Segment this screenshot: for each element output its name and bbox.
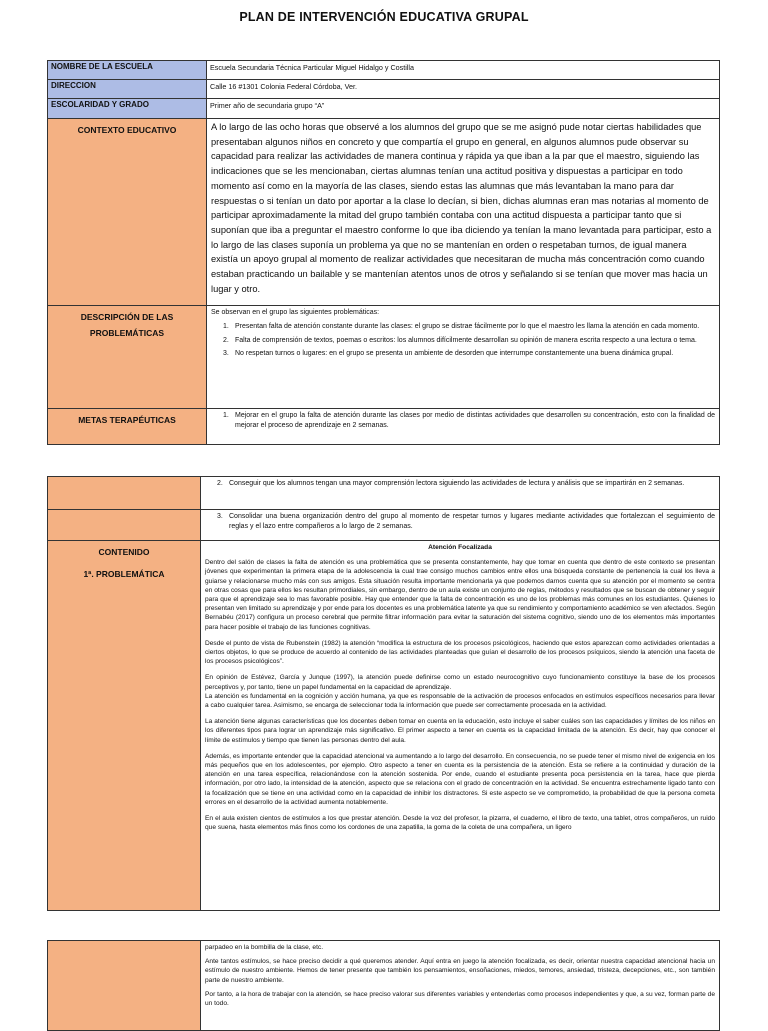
- content-continued-cell: [201, 941, 720, 1031]
- content-paragraph: Ante tantos estímulos, se hace preciso decidir a qué queremos atender. Aquí entra en juego la atención focalizada, es decir, orientar nuestra capacidad atencional hacia un estímulo de nuestro ambiente. Hemos de tener presente que también los pensamientos, ensoñaciones, miedos, temores, ansiedad, tristeza, decepciones, etc., son también parte de nuestro ambiente.: [205, 958, 715, 984]
- school-value: Escuela Secundaria Técnica Particular Miguel Hidalgo y Costilla: [207, 61, 720, 80]
- page-title: PLAN DE INTERVENCIÓN EDUCATIVA GRUPAL: [239, 10, 529, 24]
- problem-item-number: 3.: [223, 350, 229, 358]
- content-paragraph: En el aula existen cientos de estímulos a los que prestar atención. Desde la voz del profesor, la pizarra, el cuaderno, el libro de texto, una tablet, otros compañeros, un ruido que suena, hasta elementos más finos como los cordones de una zapatilla, la goma de la coleta de una compañera, un ligero: [205, 815, 715, 832]
- goal-item: [205, 479, 715, 489]
- address-value: Calle 16 #1301 Colonia Federal Córdoba, Ver.: [207, 80, 720, 99]
- goal-item-text: Conseguir que los alumnos tengan una mayor comprensión lectora siguiendo las actividades de lectura y análisis que se impartirán en 2 semanas.: [229, 480, 685, 487]
- goal-item-number: 2.: [217, 480, 223, 487]
- goal-item: [211, 411, 715, 432]
- goal-item-number: 3.: [217, 513, 223, 520]
- content-heading: Atención Focalizada: [428, 544, 492, 551]
- problem-item-text: No respetan turnos o lugares: en el grupo se presenta un ambiente de desorden que interrumpe constantemente una buena dinámica grupal.: [235, 350, 674, 358]
- goals-label: METAS TERAPÉUTICAS: [48, 409, 207, 445]
- goals-continued-cell: [201, 477, 720, 510]
- grade-label: ESCOLARIDAD Y GRADO: [48, 99, 207, 119]
- content-paragraph: Dentro del salón de clases la falta de atención es una problemática que se presenta constantemente, hay que tomar en cuenta que dentro de este contexto se presentan jóvenes que experimentan la primera etapa de la adolescencia la cual trae consigo muchos cambios entre ellos una búsqueda constante de pertenencia la cual los lleva a guiarse y relacionarse mucho más con sus amigos. Esta situación resulta importante mencionarla ya que podemos darnos cuenta que su atención por el momento se centra en otras cosas que para ellos les resultan primordiales, sin embargo, dentro de un aula existe un conjunto de reglas, métodos y resultados que se buscan de obtener y seguir para que el aprendizaje sea lo mas favorable posible. Hay que entender que la falta de concentración es uno de los problemas más comunes en los estudiantes. Quienes lo presentan ven limitado su aprendizaje y por ende para los docentes es una problemática latente ya que su rendimiento y comportamiento académico se ven afectados. Según Bernabéu (2017) configura un proceso cerebral que permite filtrar información para evitar la saturación del sistema cognitivo, siendo uno de los elementos más importantes para hacer posible el trabajo de las funciones cognitivas.: [205, 559, 715, 631]
- content-paragraph: Además, es importante entender que la capacidad atencional va aumentando a lo largo del desarrollo. En consecuencia, no se puede tener el mismo nivel de exigencia en los más pequeños que en los adolescentes, por ejemplo. Otro aspecto a tener en cuenta es la persistencia de la atención. Esta se refiere a la continuidad y duración de la atención en una tarea específica, relacionándose con la atención sostenida. Por ende, cuando el estudiante presenta poca persistencia en la tarea, hace que pierda información, por otro lado, la intensidad de la atención, aspecto que se relaciona con el grado de concentración en la actividad. Se encuentra estrechamente ligado tanto con la focalización que se tiene en una actividad como en la capacidad de inhibir los distractores. Si este aspecto se ve comprometido, la probabilidad de que la persona cometa errores en el desarrollo de la actividad aumenta notablemente.: [205, 752, 715, 806]
- goal-item-text: Consolidar una buena organización dentro del grupo al momento de respetar turnos y lugares mediante actividades que fortalezcan el seguimiento de reglas y el lazo entre compañeros a lo largo de 2 semanas.: [229, 513, 715, 531]
- content-sublabel: 1ª. PROBLEMÁTICA: [83, 569, 165, 579]
- problems-cell: [207, 306, 720, 409]
- content-paragraph: Desde el punto de vista de Rubenstein (1982) la atención “modifica la estructura de los procesos psicológicos, haciendo que estos aparezcan como actividades orientadas a ciertos objetos, lo que se produce de acuerdo al contenido de las actividades planteadas que guían el desarrollo de los procesos psíquicos, siendo la atención una faceta de los procesos psicológicos”.: [205, 639, 715, 666]
- content-paragraph: Por tanto, a la hora de trabajar con la atención, se hace preciso valorar sus diferentes variables y entenderlas como procesos independientes y que, a su vez, forman parte de un todo.: [205, 990, 715, 1008]
- problems-intro: Se observan en el grupo las siguientes problemáticas:: [211, 309, 380, 316]
- plan-table-page-1: [47, 60, 720, 445]
- goals-continued-label: [48, 510, 201, 541]
- context-label: CONTEXTO EDUCATIVO: [48, 119, 207, 306]
- goals-cell: [207, 409, 720, 445]
- content-paragraph: La atención tiene algunas características que los docentes deben tomar en cuenta en la educación, esto incluye el saber cuáles son las capacidades y límites de los niños en los diferentes tipos para lograr un aprendizaje más significativo. El primer aspecto a tener en cuenta es la capacidad limitada de la atención. Es decir, hay que conocer el límite de estímulos y tiempo que tienen las personas dentro del aula.: [205, 718, 715, 744]
- problem-item-text: Presentan falta de atención constante durante las clases: el grupo se distrae fácilmente por lo que el maestro les llama la atención en cada momento.: [235, 323, 700, 331]
- content-cell: [201, 541, 720, 911]
- problem-item-number: 1.: [223, 323, 229, 331]
- problem-item-text: Falta de comprensión de textos, poemas o escritos: los alumnos difícilmente desarrollan su opinión de manera escrita respecto a una lectura o tema.: [235, 336, 697, 344]
- context-text: A lo largo de las ocho horas que observé a los alumnos del grupo que se me asignó pude notar ciertas habilidades que presentaban algunos niños en concreto y que compartía el grupo en general, en algunos alumnos pude observar su capacidad para realizar las actividades de manera continua y rápida ya que iban a la par que el maestro, siguiendo las indicaciones que se les mencionaban, ciertas alumnas tenían una actitud positiva y dispuestas a participar en todo momento así como en la mayoría de las clases, siendo estas las alumnas que más levantaban la mano para dar respuestas o si tenían un dato por aportar a la clase lo decían, si bien, dichas alumnas eran mas notarias al momento de participar aproximadamente la mitad del grupo también contaba con una actitud dispuesta a participar tanto que si suponían que iba a preguntar el maestro conforme lo que iba diciendo ya tenían la mano levantada para participar, esto a lo largo de las clases suponía un problema ya que no se mantenían en orden o respetaban turnos, de igual manera existía un apoyo grupal al momento de realizar actividades que necesitaran de mucha más concentración como cuando estaban practicando un bailable y se mantenían atentos unos de otros y señalando si se tenían que mover mas hacia un lugar y otro.: [207, 119, 720, 306]
- content-label-cell: [48, 541, 201, 911]
- content-label: CONTENIDO: [98, 547, 150, 557]
- plan-table-page-2: [47, 476, 720, 911]
- problem-item: [211, 322, 715, 332]
- school-label: NOMBRE DE LA ESCUELA: [48, 61, 207, 80]
- content-paragraph: En opinión de Estévez, García y Junque (1997), la atención puede definirse como un estado neurocognitivo cuyo funcionamiento constituye la base de los procesos perceptivos y, por tanto, tiene un papel fundamental en la capacidad de aprendizaje. La atención es fundamental en la cognición y acción humana, ya que es responsable de la activación de procesos enfocados en estímulos específicos necesarios para llevar a cabo cualquier tarea. Asimismo, se encarga de seleccionar toda la información que puede ser correctamente procesada en la actividad.: [205, 674, 715, 710]
- goal-item-number: 1.: [223, 412, 229, 419]
- problem-item: [211, 336, 715, 346]
- problem-item: [211, 349, 715, 359]
- plan-table-page-3: [47, 940, 720, 1031]
- grade-value: Primer año de secundaria grupo “A”: [207, 99, 720, 119]
- goal-item: [205, 512, 715, 533]
- goals-continued-cell: [201, 510, 720, 541]
- content-paragraph: parpadeo en la bombilla de la clase, etc.: [205, 944, 324, 951]
- problems-label: DESCRIPCIÓN DE LAS PROBLEMÁTICAS: [48, 306, 207, 409]
- address-label: DIRECCION: [48, 80, 207, 99]
- goal-item-text: Mejorar en el grupo la falta de atención durante las clases por medio de distintas actividades que desarrollen su concentración, esto con la finalidad de mejorar el proceso de aprendizaje en 2 semanas.: [235, 412, 715, 430]
- goals-continued-label: [48, 477, 201, 510]
- content-continued-label: [48, 941, 201, 1031]
- problem-item-number: 2.: [223, 336, 229, 344]
